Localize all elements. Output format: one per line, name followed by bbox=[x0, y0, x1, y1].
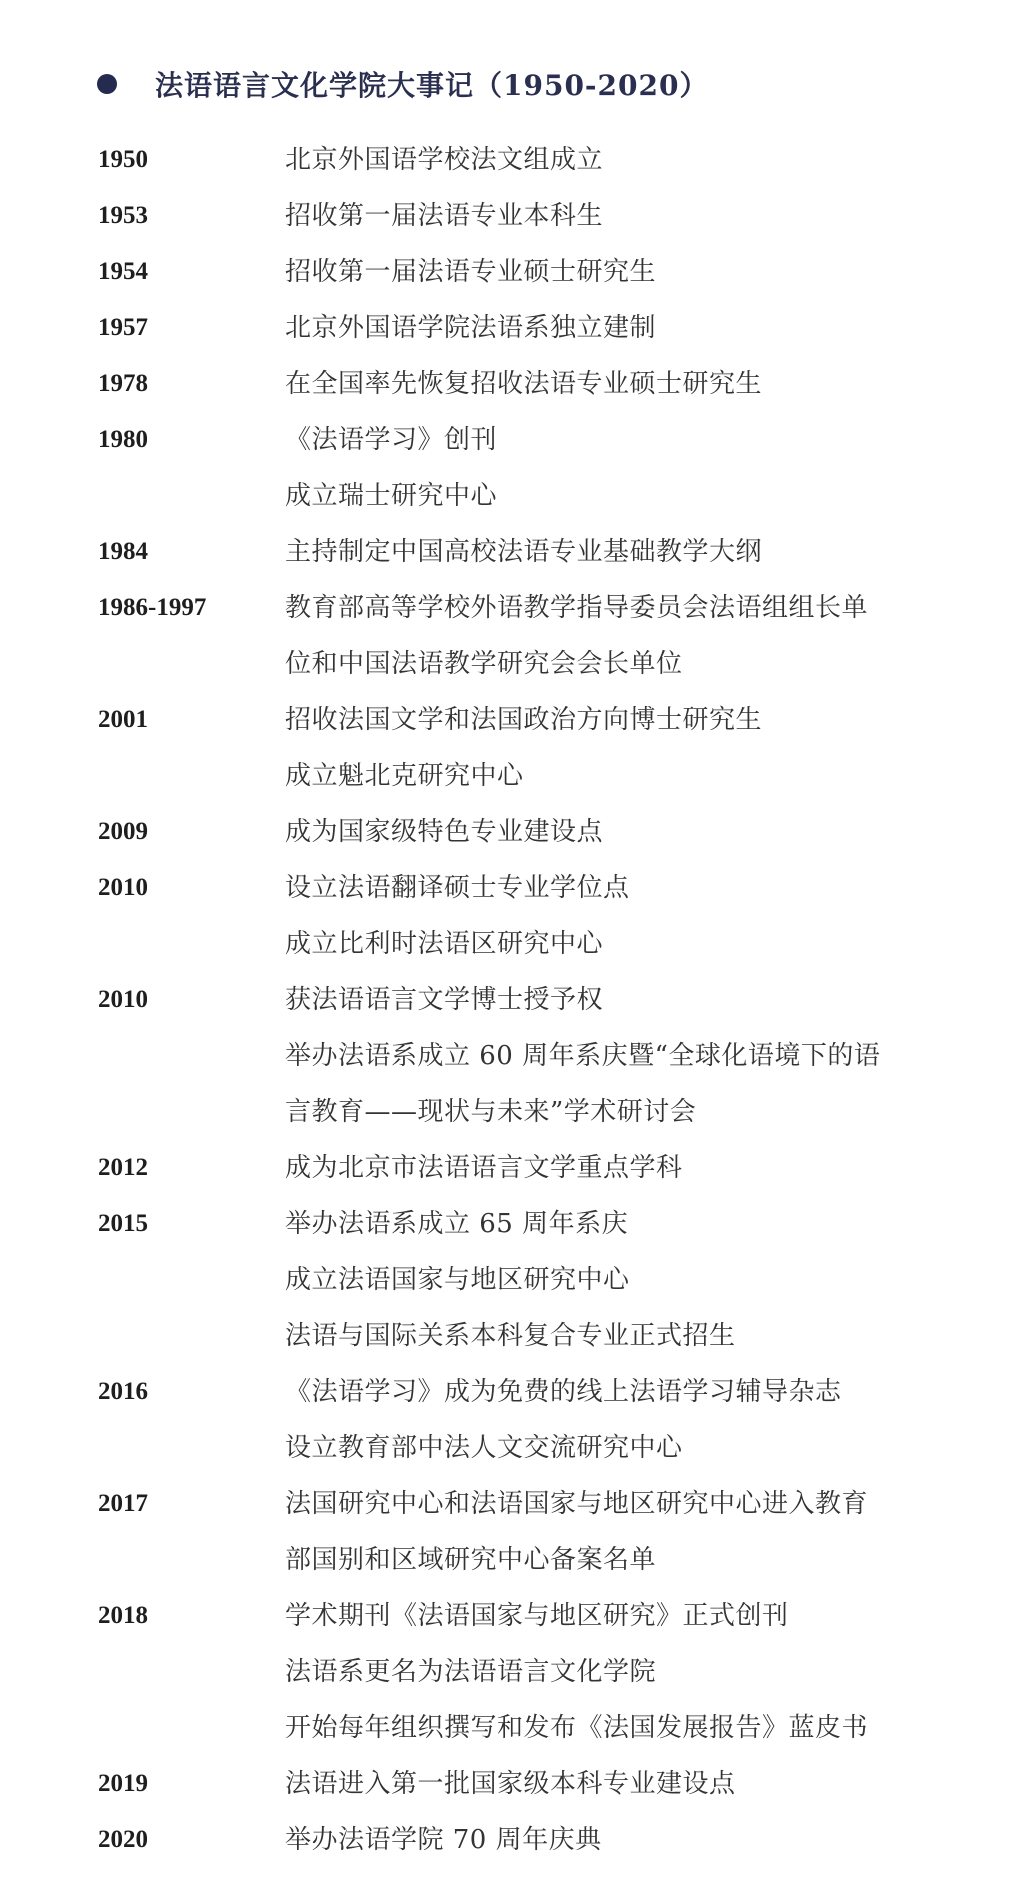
timeline-events bbox=[285, 1596, 1024, 1748]
timeline-year: 1953 bbox=[98, 202, 148, 229]
page-title: 法语语言文化学院大事记（1950-2020） bbox=[155, 69, 709, 102]
timeline-event: 北京外国语学院法语系独立建制 bbox=[285, 313, 657, 343]
timeline-year: 2009 bbox=[98, 818, 148, 845]
timeline-event: 成立魁北克研究中心 bbox=[285, 761, 524, 791]
timeline-entry bbox=[0, 140, 1024, 180]
timeline-event: 成立瑞士研究中心 bbox=[285, 481, 498, 511]
timeline-events bbox=[285, 252, 1024, 292]
timeline-events bbox=[285, 1764, 1024, 1804]
timeline-entry bbox=[0, 1372, 1024, 1468]
timeline-events bbox=[285, 868, 1024, 964]
timeline-entry bbox=[0, 1484, 1024, 1580]
timeline-event: 举办法语系成立 65 周年系庆 bbox=[285, 1209, 629, 1239]
timeline-year: 2016 bbox=[98, 1378, 148, 1405]
timeline-entry bbox=[0, 1820, 1024, 1860]
timeline-year: 2012 bbox=[98, 1154, 148, 1181]
timeline-year: 2019 bbox=[98, 1770, 148, 1797]
timeline-entry bbox=[0, 868, 1024, 964]
timeline-event: 设立法语翻译硕士专业学位点 bbox=[285, 873, 630, 903]
timeline-entry bbox=[0, 1764, 1024, 1804]
timeline-entry bbox=[0, 812, 1024, 852]
timeline-entry bbox=[0, 532, 1024, 572]
timeline-events bbox=[285, 812, 1024, 852]
timeline-events bbox=[285, 588, 1024, 684]
timeline-events bbox=[285, 1372, 1024, 1468]
timeline-event: 《法语学习》成为免费的线上法语学习辅导杂志 bbox=[285, 1377, 842, 1407]
timeline-event: 获法语语言文学博士授予权 bbox=[285, 985, 604, 1015]
timeline-event: 设立教育部中法人文交流研究中心 bbox=[285, 1433, 683, 1463]
timeline-event: 成立法语国家与地区研究中心 bbox=[285, 1265, 630, 1295]
timeline-event: 《法语学习》创刊 bbox=[285, 425, 498, 455]
timeline-entry bbox=[0, 700, 1024, 796]
bullet-dot-icon bbox=[97, 74, 117, 94]
timeline-events bbox=[285, 1204, 1024, 1356]
timeline-entry bbox=[0, 252, 1024, 292]
timeline-event: 成为国家级特色专业建设点 bbox=[285, 817, 604, 847]
timeline-event: 成为北京市法语语言文学重点学科 bbox=[285, 1153, 683, 1183]
timeline-event: 主持制定中国高校法语专业基础教学大纲 bbox=[285, 537, 763, 567]
timeline-event: 部国别和区域研究中心备案名单 bbox=[285, 1545, 657, 1575]
timeline-events bbox=[285, 196, 1024, 236]
timeline-entry bbox=[0, 980, 1024, 1132]
timeline-entry bbox=[0, 1204, 1024, 1356]
timeline-year: 2010 bbox=[98, 986, 148, 1013]
timeline-entry bbox=[0, 588, 1024, 684]
timeline-year: 1950 bbox=[98, 146, 148, 173]
timeline-year: 2018 bbox=[98, 1602, 148, 1629]
timeline-year: 1980 bbox=[98, 426, 148, 453]
timeline-event: 学术期刊《法语国家与地区研究》正式创刊 bbox=[285, 1601, 789, 1631]
timeline-entry bbox=[0, 1596, 1024, 1748]
timeline-event: 北京外国语学校法文组成立 bbox=[285, 145, 604, 175]
timeline-events bbox=[285, 532, 1024, 572]
timeline-event: 招收法国文学和法国政治方向博士研究生 bbox=[285, 705, 763, 735]
timeline-year: 1957 bbox=[98, 314, 148, 341]
timeline-events bbox=[285, 1148, 1024, 1188]
timeline-year: 1984 bbox=[98, 538, 148, 565]
timeline-event: 教育部高等学校外语教学指导委员会法语组组长单 bbox=[285, 593, 869, 623]
timeline-entry bbox=[0, 196, 1024, 236]
timeline-event: 在全国率先恢复招收法语专业硕士研究生 bbox=[285, 369, 763, 399]
timeline-event: 法国研究中心和法语国家与地区研究中心进入教育 bbox=[285, 1489, 869, 1519]
timeline-event: 开始每年组织撰写和发布《法国发展报告》蓝皮书 bbox=[285, 1713, 869, 1743]
timeline-events bbox=[285, 420, 1024, 516]
timeline-event: 法语与国际关系本科复合专业正式招生 bbox=[285, 1321, 736, 1351]
timeline-entry bbox=[0, 1148, 1024, 1188]
timeline-event: 举办法语系成立 60 周年系庆暨“全球化语境下的语 bbox=[285, 1041, 881, 1071]
timeline bbox=[0, 140, 1024, 1876]
timeline-events bbox=[285, 308, 1024, 348]
timeline-entry bbox=[0, 308, 1024, 348]
timeline-event: 举办法语学院 70 周年庆典 bbox=[285, 1825, 602, 1855]
timeline-year: 2010 bbox=[98, 874, 148, 901]
page-header bbox=[97, 62, 708, 106]
timeline-event: 言教育——现状与未来”学术研讨会 bbox=[285, 1097, 697, 1127]
timeline-event: 招收第一届法语专业本科生 bbox=[285, 201, 604, 231]
timeline-year: 1954 bbox=[98, 258, 148, 285]
timeline-event: 招收第一届法语专业硕士研究生 bbox=[285, 257, 657, 287]
timeline-event: 法语系更名为法语语言文化学院 bbox=[285, 1657, 657, 1687]
timeline-events bbox=[285, 980, 1024, 1132]
timeline-event: 成立比利时法语区研究中心 bbox=[285, 929, 604, 959]
timeline-year: 1986-1997 bbox=[98, 594, 207, 621]
timeline-year: 2001 bbox=[98, 706, 148, 733]
timeline-event: 法语进入第一批国家级本科专业建设点 bbox=[285, 1769, 736, 1799]
timeline-entry bbox=[0, 420, 1024, 516]
timeline-year: 1978 bbox=[98, 370, 148, 397]
timeline-events bbox=[285, 140, 1024, 180]
timeline-year: 2017 bbox=[98, 1490, 148, 1517]
timeline-events bbox=[285, 700, 1024, 796]
timeline-events bbox=[285, 1820, 1024, 1860]
timeline-entry bbox=[0, 364, 1024, 404]
timeline-year: 2020 bbox=[98, 1826, 148, 1853]
timeline-events bbox=[285, 1484, 1024, 1580]
timeline-year: 2015 bbox=[98, 1210, 148, 1237]
timeline-event: 位和中国法语教学研究会会长单位 bbox=[285, 649, 683, 679]
timeline-events bbox=[285, 364, 1024, 404]
